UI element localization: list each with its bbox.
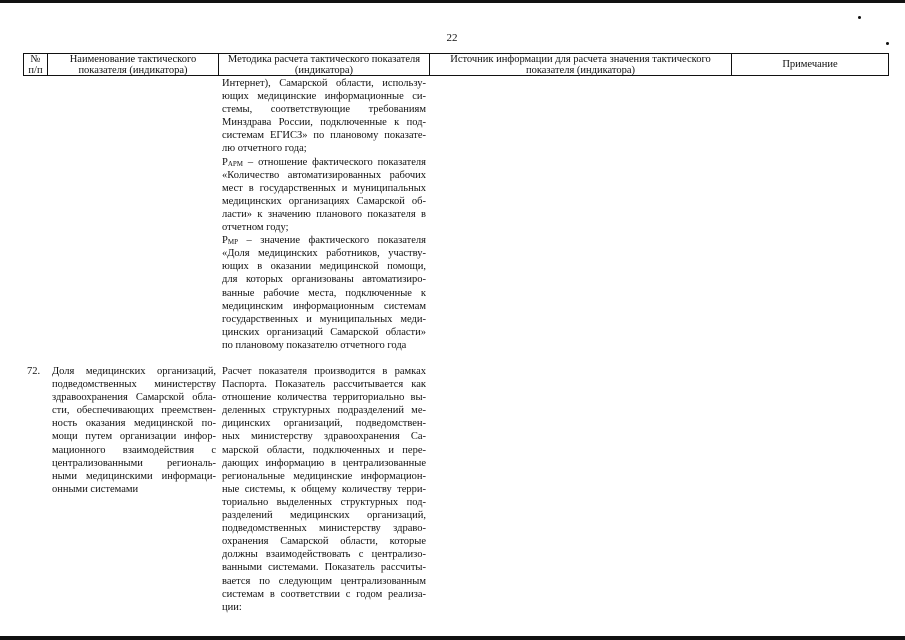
row-number: 72. [27,366,41,377]
name-line: ными медицинскими информаци- [52,470,216,482]
header-number: № п/п [23,53,48,76]
method-line: ториально выделенных структурных под- [222,496,426,508]
name-line: мационного взаимодействия с [52,444,216,456]
scan-speck [886,42,889,45]
method-line: лю отчетного года; [222,143,307,155]
name-line: подведомственных министерству [52,379,216,391]
header-information-source: Источник информации для расчета значения тактического показателя (индикатора) [429,53,732,76]
scan-top-border [0,0,905,3]
method-line: деленных структурных подразделений ме- [222,405,426,417]
row72-calculation-method [222,365,426,614]
method-line: региональные медицинские информацион- [222,470,426,482]
method-line: отношение количества территориально вы- [222,392,426,404]
method-line: Паспорта. Показатель рассчитывается как [222,379,426,391]
header-note: Примечание [731,53,889,76]
method-line: Расчет показателя производится в рамках [222,366,426,377]
method-line: $P_{АРМ}$ – отношение фактического показателя [222,156,426,168]
name-line: Доля медицинских организаций, [52,366,216,377]
scan-bottom-border [0,636,905,640]
method-line: отчетном году; [222,222,289,234]
name-line: онными системами [52,483,139,495]
name-line: здравоохранения Самарской обла- [52,392,216,404]
method-line: системам ЕГИСЗ» по плановому показате- [222,130,426,142]
continued-method-text [222,77,426,352]
method-line: «Доля медицинских работников, участву- [222,248,426,260]
method-line: мест в государственных и муниципальных [222,182,426,194]
method-line: марской области, подключенных и пере- [222,444,426,456]
name-line: сти, обеспечивающих преемствен- [52,405,216,417]
name-line: ность оказания медицинской по- [52,418,216,430]
method-line: Интернет), Самарской области, использу- [222,78,426,89]
method-line: цинских организаций Самарской области» [222,326,426,338]
method-line: медицинских организациях Самарской об- [222,195,426,207]
method-line: стемы, соответствующие требованиям [222,104,426,116]
method-line: Минздрава России, подключенные к под- [222,117,426,129]
method-line: разделений медицинских организаций, [222,510,426,522]
method-line: ции: [222,601,242,613]
method-line: ные системы, к общему количеству терри- [222,483,426,495]
method-line: ющих медицинские информационные си- [222,91,426,103]
method-line: ющих в оказании медицинской помощи, [222,261,426,273]
method-line: ных министерству здравоохранения Са- [222,431,426,443]
method-line: ванные рабочие места, подключенные к [222,287,426,299]
method-line: ласти» к значению планового показателя в [222,208,426,220]
header-indicator-name: Наименование тактического показателя (индикатора) [47,53,219,76]
method-line: дицинских организаций, подведомствен- [222,418,426,430]
header-calculation-method: Методика расчета тактического показателя (индикатора) [218,53,430,76]
method-line: «Количество автоматизированных рабочих [222,169,426,181]
method-line: охранения Самарской области, которые [222,536,426,548]
name-line: централизованными региональ- [52,457,216,469]
method-line: по плановому показателю отчетного года [222,339,407,351]
method-line: подведомственных министерству здраво- [222,523,426,535]
method-line: должны взаимодействовать с централизо- [222,549,426,561]
method-line: $P_{МР}$ – значение фактического показателя [222,235,426,247]
row72-indicator-name [52,365,216,496]
method-line: для которых организованы автоматизиро- [222,274,426,286]
name-line: мощи путем организации инфор- [52,431,216,443]
method-line: дающих информацию в централизованные [222,457,426,469]
method-line: государственных и муниципальных меди- [222,313,426,325]
method-line: ванными системами. Показатель рассчиты- [222,562,426,574]
method-line: системам в соответствии с годом реализа- [222,588,426,600]
scan-speck [858,16,861,19]
method-line: вается по следующим централизованным [222,575,426,587]
page-number: 22 [446,32,458,44]
method-line: медицинским информационным системам [222,300,426,312]
